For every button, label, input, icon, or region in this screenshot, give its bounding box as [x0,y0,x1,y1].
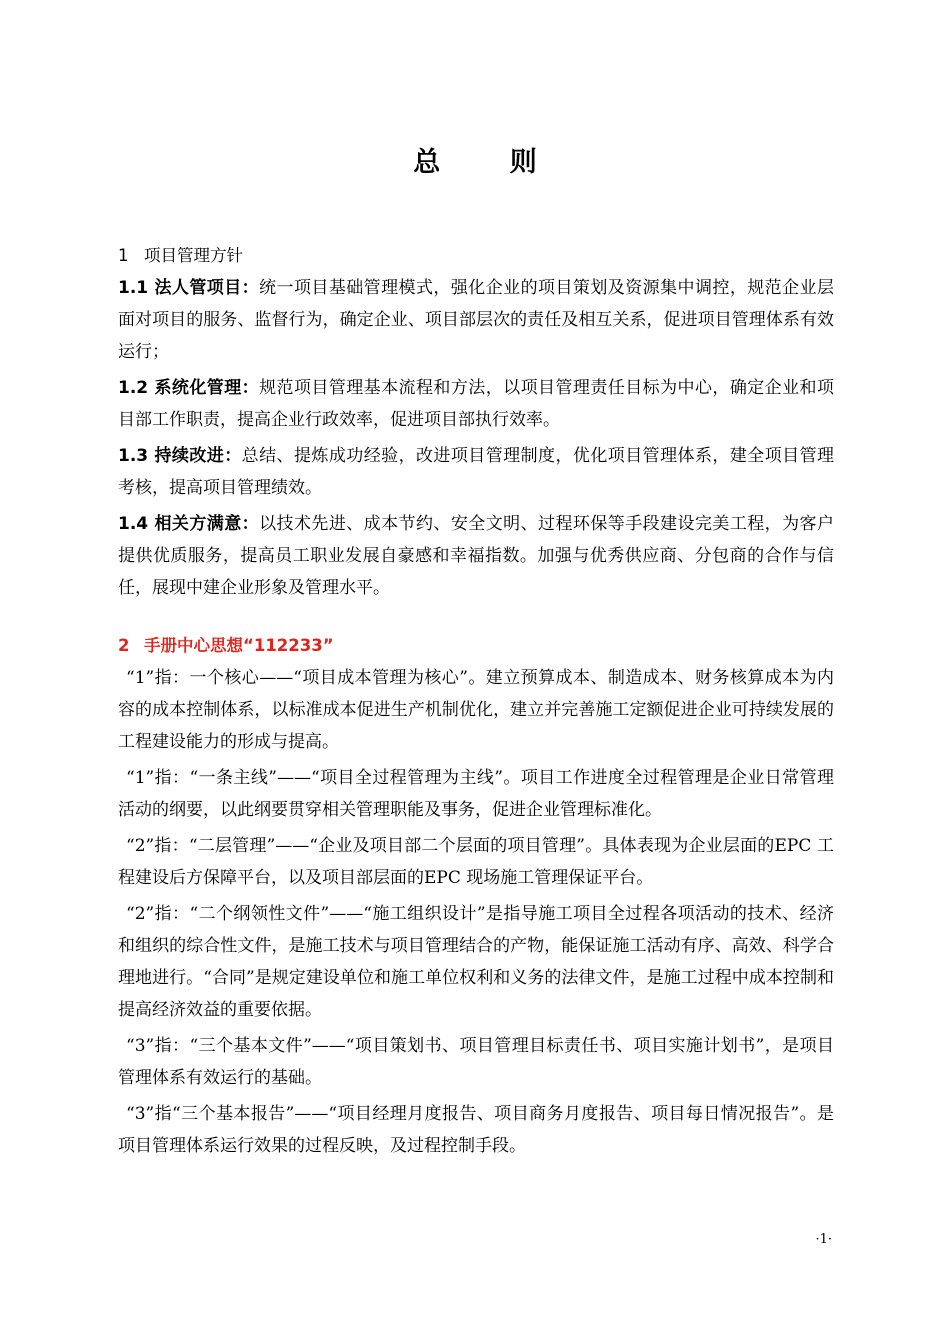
item-text: 统一项目基础管理模式，强化企业的项目策划及资源集中调控，规范企业层面对项目的服务、监督行为，确定企业、项目部层次的责任及相互关系，促进项目管理体系有效运行； [118,278,834,362]
section-2-paragraph-1: “1”指：一个核心——“项目成本管理为核心”。建立预算成本、制造成本、财务核算成本为内容的成本控制体系，以标准成本促进生产机制优化，建立并完善施工定额促进企业可持续发展的工程建设能力的形成与提高。 [118,668,834,752]
section-1-item-3 [118,440,834,504]
section-1-title: 项目管理方针 [144,246,243,265]
section-2-paragraph-4: “2”指：“二个纲领性文件”——“施工组织设计”是指导施工项目全过程各项活动的技术、经济和组织的综合性文件，是施工技术与项目管理结合的产物，能保证施工活动有序、高效、科学合理地进行。“合同”是规定建设单位和施工单位权利和义务的法律文件，是施工过程中成本控制和提高经济效益的重要依据。 [118,904,834,1020]
section-1-item-4 [118,508,834,604]
section-2-paragraph-6: “3”指“三个基本报告”——“项目经理月度报告、项目商务月度报告、项目每日情况报告”。是项目管理体系运行效果的过程反映，及过程控制手段。 [118,1104,834,1156]
section-1-item-2 [118,372,834,436]
section-1-heading [118,240,834,272]
item-text: 以技术先进、成本节约、安全文明、过程环保等手段建设完美工程，为客户提供优质服务，提高员工职业发展自豪感和幸福指数。加强与优秀供应商、分包商的合作与信任，展现中建企业形象及管理水平。 [118,514,834,598]
section-2-paragraph-3: “2”指：“二层管理”——“企业及项目部二个层面的项目管理”。具体表现为企业层面的EPC 工程建设后方保障平台，以及项目部层面的EPC 现场施工管理保证平台。 [118,836,834,888]
section-1-item-1 [118,272,834,368]
section-1-number: 1 [118,246,129,265]
item-lead: 1.1 法人管项目： [118,278,260,298]
document-body [118,240,834,1166]
section-2-title: 手册中心思想“112233” [144,636,334,655]
item-text: 总结、提炼成功经验，改进项目管理制度，优化项目管理体系，建全项目管理考核，提高项目管理绩效。 [118,446,834,498]
section-2-paragraph-2: “1”指：“一条主线”——“项目全过程管理为主线”。项目工作进度全过程管理是企业日常管理活动的纲要，以此纲要贯穿相关管理职能及事务，促进企业管理标准化。 [118,768,834,820]
item-lead: 1.3 持续改进： [118,446,242,466]
section-2-number: 2 [118,636,130,655]
item-lead: 1.4 相关方满意： [118,514,260,534]
item-text: 规范项目管理基本流程和方法，以项目管理责任目标为中心，确定企业和项目部工作职责，提高企业行政效率，促进项目部执行效率。 [118,378,834,430]
section-2-paragraph-5: “3”指：“三个基本文件”——“项目策划书、项目管理目标责任书、项目实施计划书”，是项目管理体系有效运行的基础。 [118,1036,834,1088]
page-number: ·1· [815,1232,832,1247]
page-title: 总 则 [413,147,567,178]
section-2-heading [118,630,834,662]
item-lead: 1.2 系统化管理： [118,378,260,398]
